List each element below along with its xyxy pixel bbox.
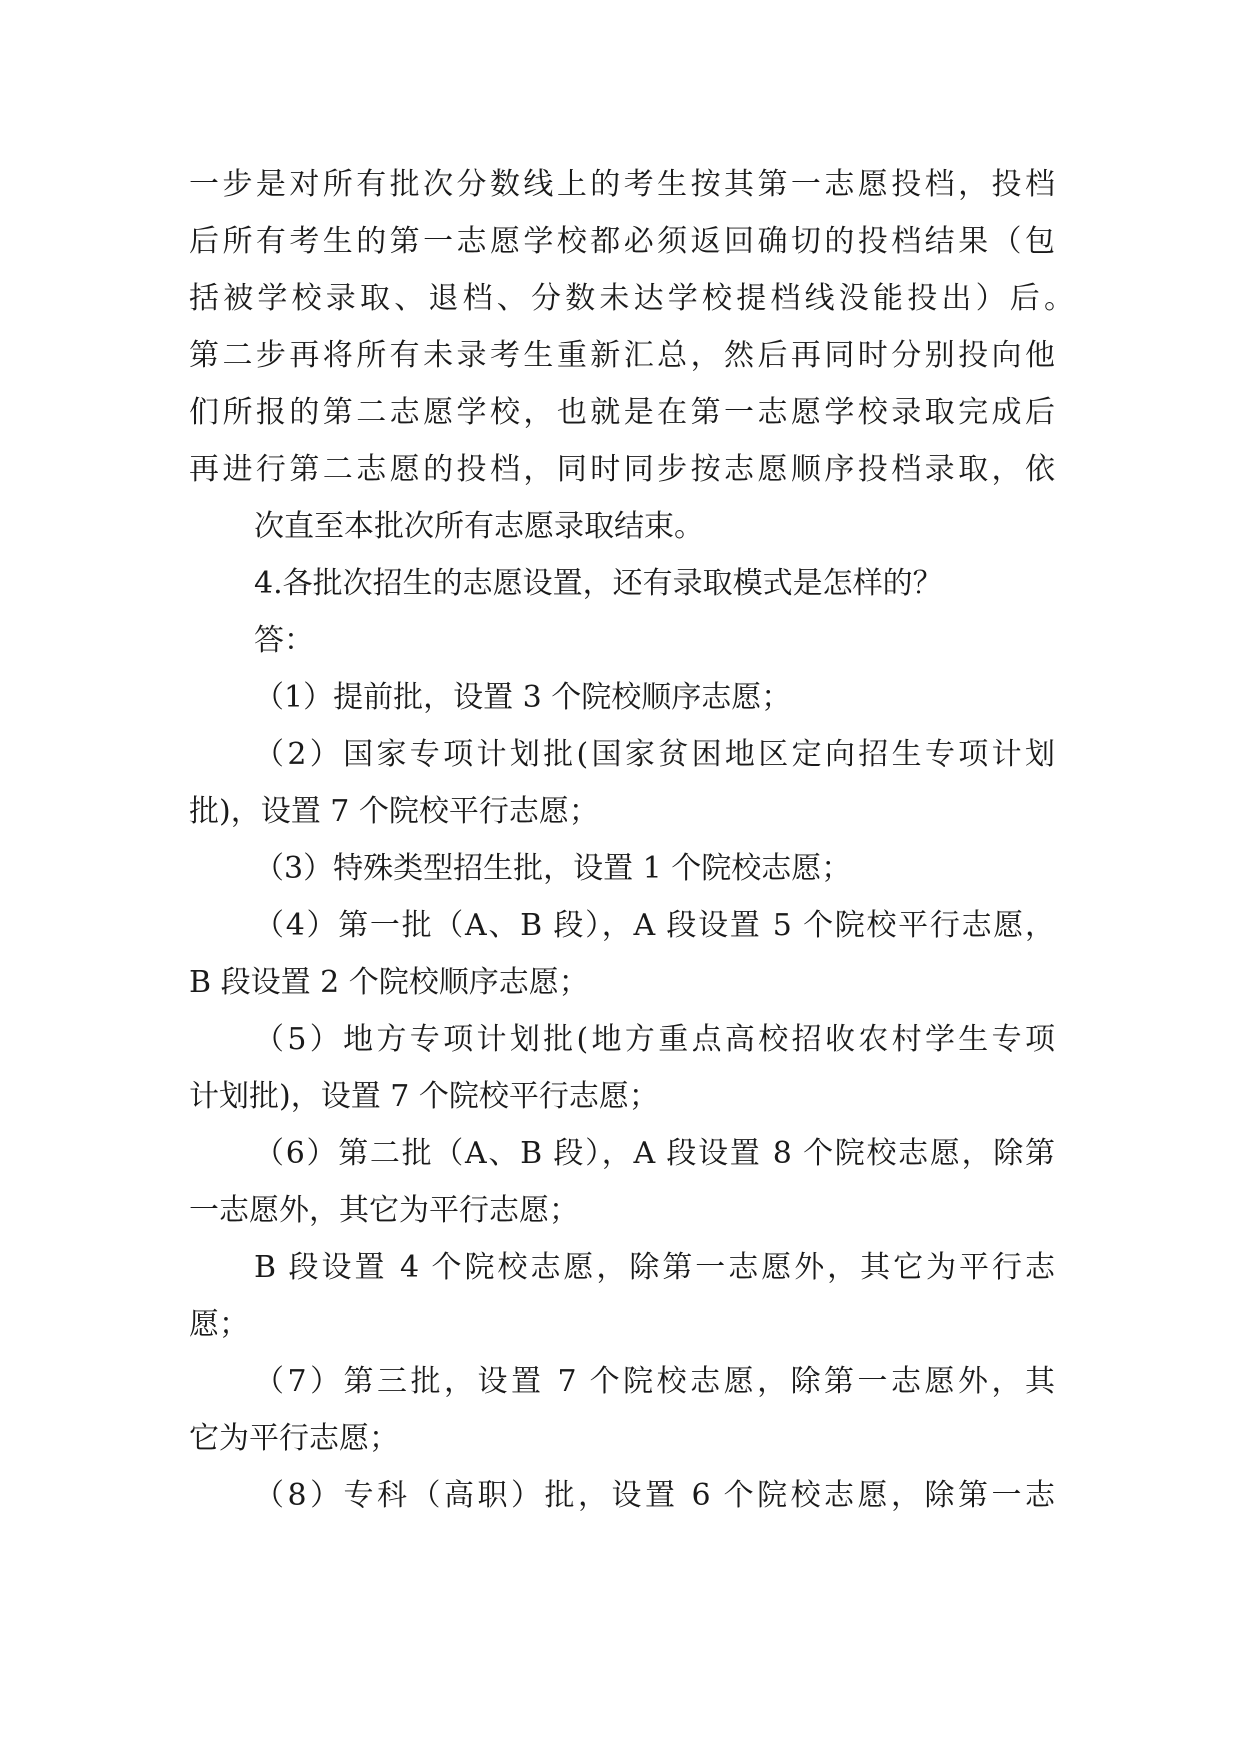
list-item-4: （4）第一批（A、B 段），A 段设置 5 个院校平行志愿， (254, 908, 1055, 943)
list-item-5-cont: 计划批)，设置 7 个院校平行志愿； (189, 1079, 659, 1114)
list-item-1: （1）提前批，设置 3 个院校顺序志愿； (254, 680, 792, 715)
list-item-4-cont: B 段设置 2 个院校顺序志愿； (189, 965, 589, 1000)
answer-label: 答： (254, 623, 314, 658)
list-item-8: （8）专科（高职）批，设置 6 个院校志愿，除第一志 (254, 1478, 1055, 1513)
list-item-2-cont: 批)，设置 7 个院校平行志愿； (189, 794, 599, 829)
text-line-1: 一步是对所有批次分数线上的考生按其第一志愿投档，投档 (189, 167, 1055, 202)
list-item-3: （3）特殊类型招生批，设置 1 个院校志愿； (254, 851, 852, 886)
list-item-7: （7）第三批，设置 7 个院校志愿，除第一志愿外，其 (254, 1364, 1055, 1399)
list-item-6-cont: 一志愿外，其它为平行志愿； (189, 1193, 579, 1228)
question-heading: 4.各批次招生的志愿设置，还有录取模式是怎样的？ (254, 566, 943, 601)
text-line-7: 次直至本批次所有志愿录取结束。 (254, 509, 704, 544)
list-item-6-b: B 段设置 4 个院校志愿，除第一志愿外，其它为平行志 (254, 1250, 1055, 1285)
text-line-5: 们所报的第二志愿学校，也就是在第一志愿学校录取完成后 (189, 395, 1055, 430)
list-item-6-b-cont: 愿； (189, 1307, 249, 1342)
list-item-7-cont: 它为平行志愿； (189, 1421, 399, 1456)
text-line-3: 括被学校录取、退档、分数未达学校提档线没能投出）后。 (189, 281, 1074, 316)
list-item-5: （5）地方专项计划批(地方重点高校招收农村学生专项 (254, 1022, 1055, 1057)
text-line-4: 第二步再将所有未录考生重新汇总，然后再同时分别投向他 (189, 338, 1055, 373)
list-item-2: （2）国家专项计划批(国家贫困地区定向招生专项计划 (254, 737, 1055, 772)
text-line-6: 再进行第二志愿的投档，同时同步按志愿顺序投档录取，依 (189, 452, 1055, 487)
text-line-2: 后所有考生的第一志愿学校都必须返回确切的投档结果（包 (189, 224, 1055, 259)
list-item-6: （6）第二批（A、B 段），A 段设置 8 个院校志愿，除第 (254, 1136, 1055, 1171)
